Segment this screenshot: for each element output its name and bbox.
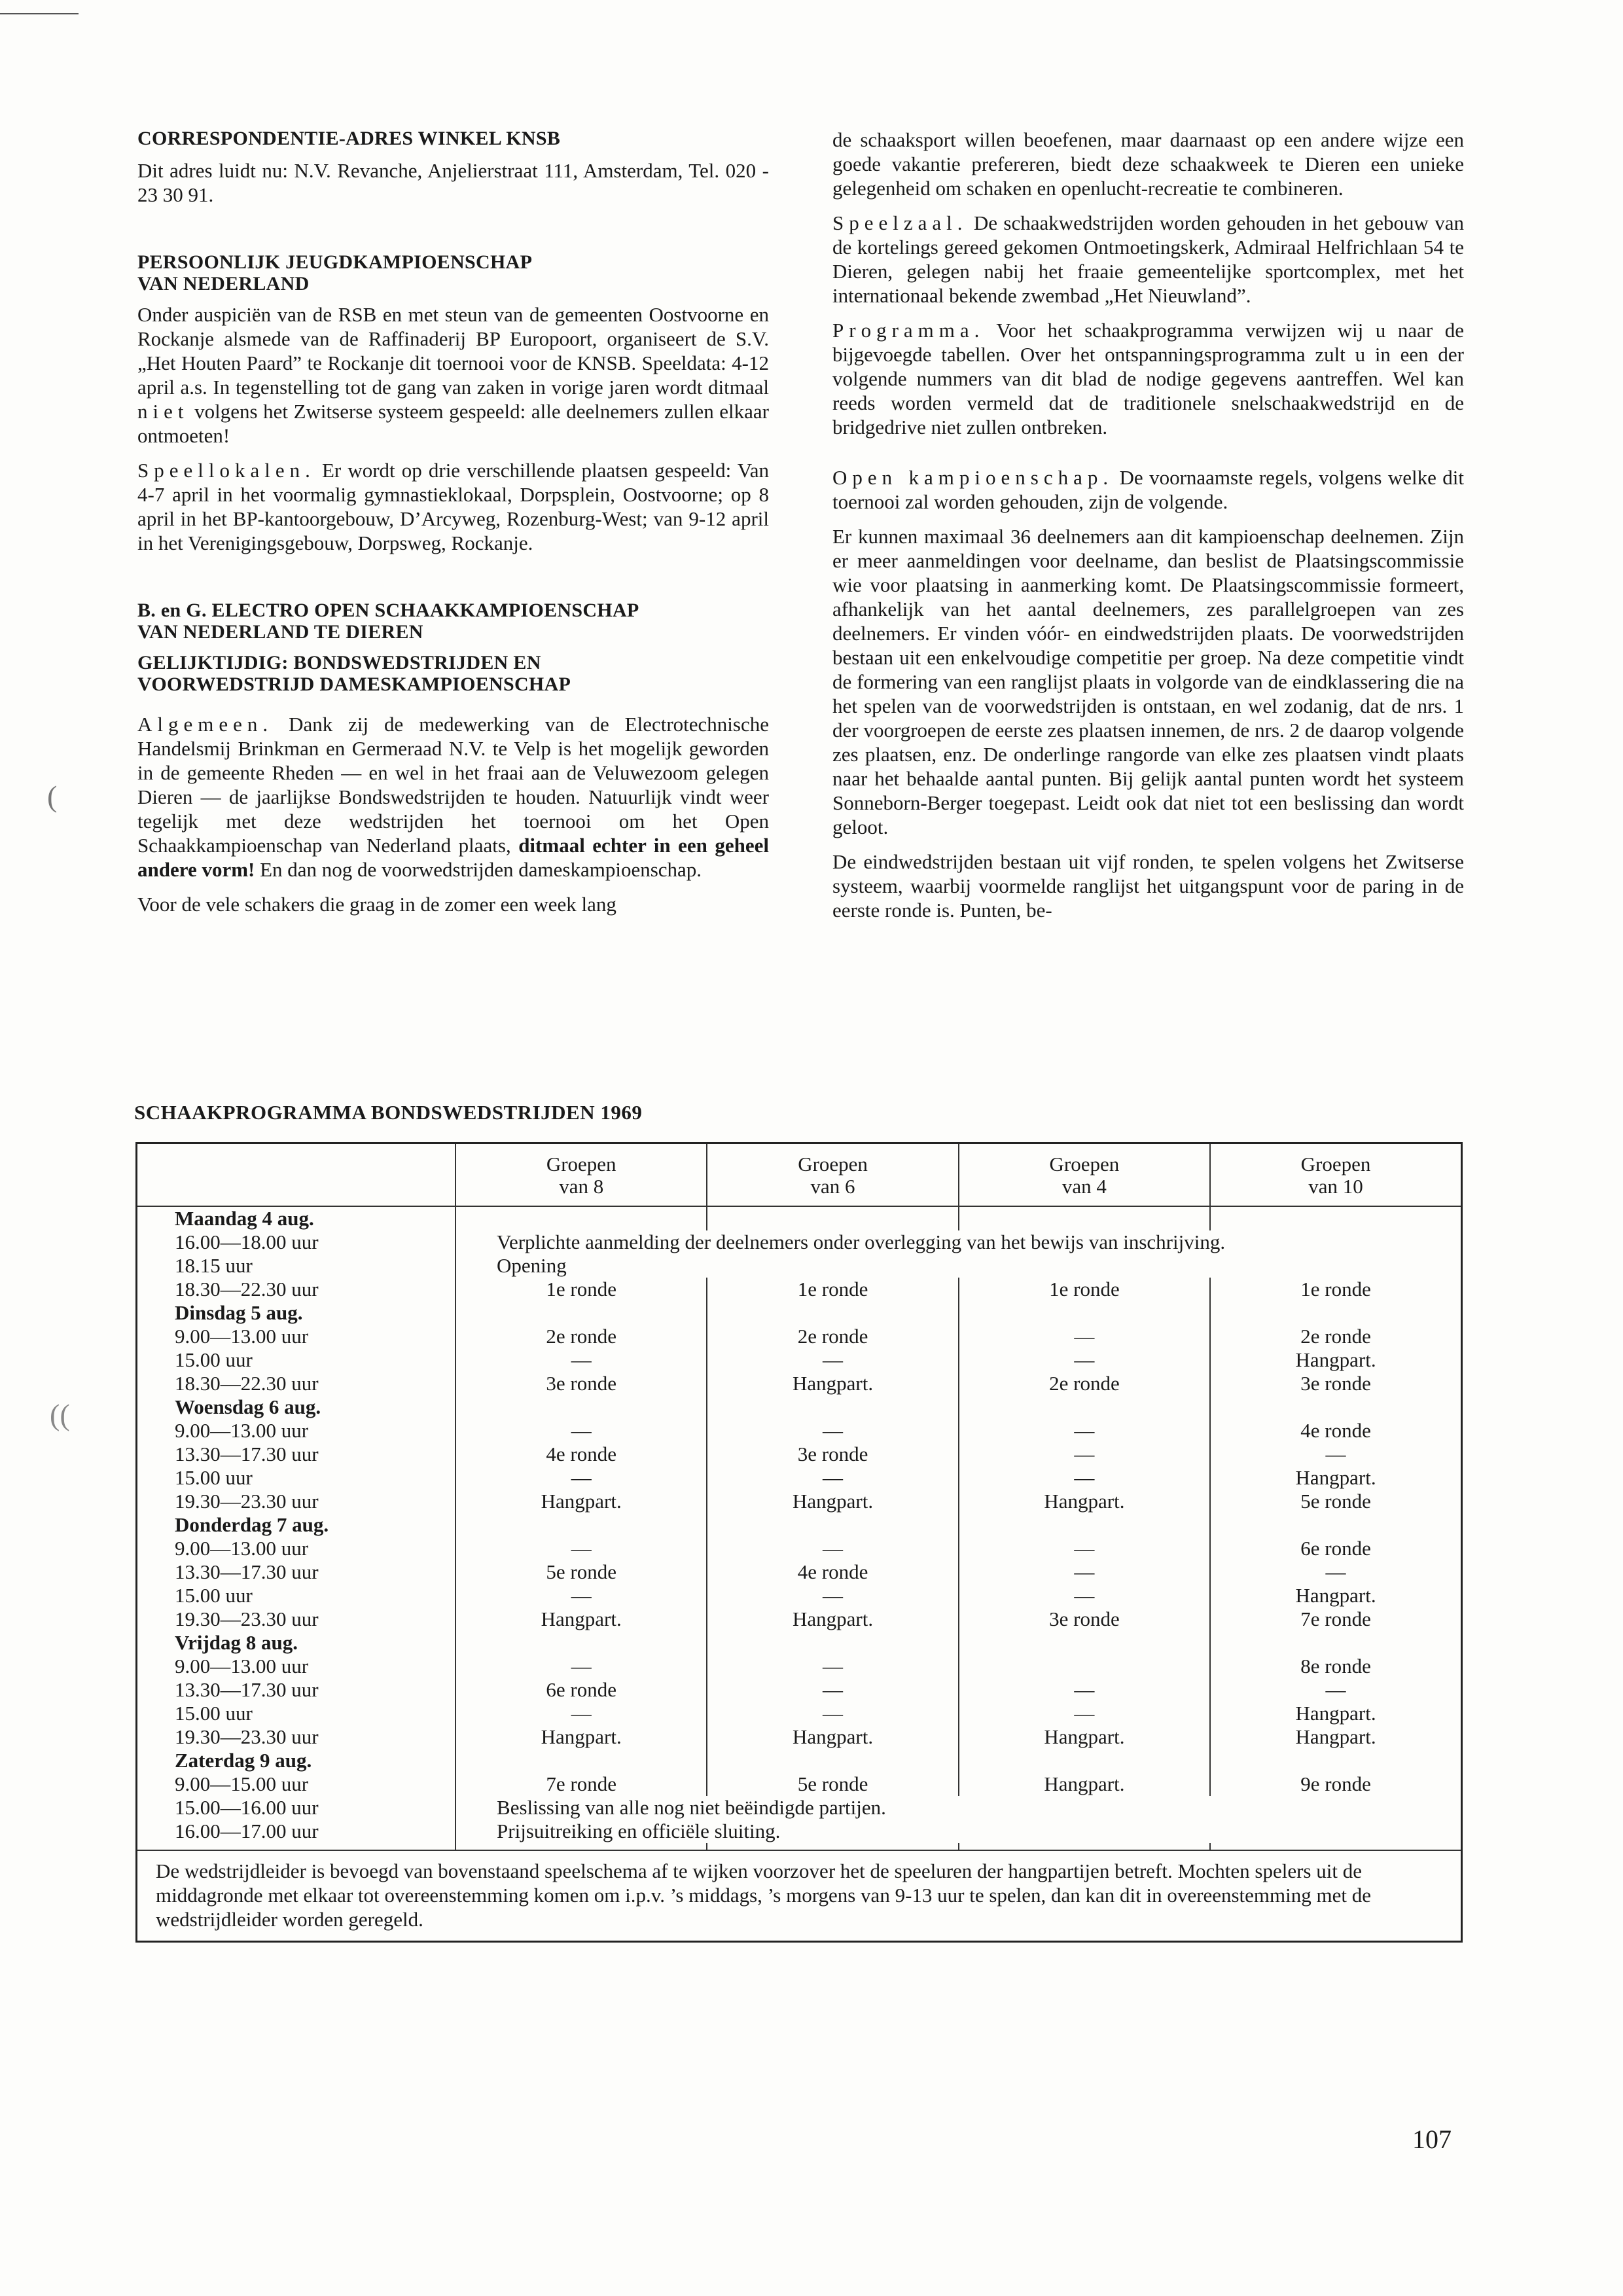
heading-line: B. en G. ELECTRO OPEN SCHAAKKAMPIOENSCHAP (137, 600, 639, 621)
empty-cell (959, 1749, 1210, 1772)
paragraph (832, 318, 1464, 439)
text: En dan nog de voorwedstrijden dameskampioenschap. (260, 858, 702, 881)
time-label: 19.30—23.30 uur (137, 1490, 456, 1513)
empty-cell (455, 1206, 707, 1230)
schedule-time-row (137, 1254, 1462, 1278)
round-cell: 3e ronde (1210, 1372, 1461, 1395)
empty-cell (707, 1206, 958, 1230)
schedule-note: De wedstrijdleider is bevoegd van bovenstaand speelschema af te wijken voorzover het de speeluren der hangpartijen betreft. Mochten spelers uit de middagronde met elkaar tot overeenstemming komen om i.p.v. ’s middags, ’s morgens van 9-13 uur te spelen, dan kan dit in overeenstemming met de wedstrijdleider worden geregeld. (137, 1850, 1462, 1942)
spanning-note: Beslissing van alle nog niet beëindigde partijen. (455, 1796, 1461, 1820)
round-cell: — (959, 1325, 1210, 1348)
empty-cell (707, 1395, 958, 1419)
empty-cell (455, 1631, 707, 1655)
spacer-cell (959, 1843, 1210, 1850)
spacer-cell (455, 1843, 707, 1850)
round-cell: Hangpart. (455, 1725, 707, 1749)
schedule-time-row (137, 1372, 1462, 1395)
round-cell: Hangpart. (1210, 1584, 1461, 1607)
heading-gelijktijdig (137, 652, 769, 695)
spaced-lead: Open kampioenschap. (832, 466, 1114, 489)
empty-cell (1210, 1513, 1461, 1537)
schedule-time-row (137, 1796, 1462, 1820)
heading-line: VAN NEDERLAND TE DIEREN (137, 621, 423, 643)
round-cell: 3e ronde (455, 1372, 707, 1395)
round-cell: 2e ronde (707, 1325, 958, 1348)
day-label: Maandag 4 aug. (137, 1206, 456, 1230)
empty-cell (455, 1513, 707, 1537)
heading-electro-open (137, 600, 769, 643)
empty-cell (455, 1749, 707, 1772)
round-cell: Hangpart. (707, 1372, 958, 1395)
round-cell: 2e ronde (959, 1372, 1210, 1395)
schedule-day-row (137, 1749, 1462, 1772)
schedule-time-row (137, 1702, 1462, 1725)
paragraph (137, 712, 769, 882)
time-label: 19.30—23.30 uur (137, 1607, 456, 1631)
schedule-time-row (137, 1820, 1462, 1843)
round-cell: 4e ronde (455, 1443, 707, 1466)
round-cell: 7e ronde (1210, 1607, 1461, 1631)
round-cell: 4e ronde (707, 1560, 958, 1584)
header-groepen-8: Groepen van 8 (455, 1143, 707, 1207)
time-label: 15.00—16.00 uur (137, 1796, 456, 1820)
time-label: 9.00—13.00 uur (137, 1537, 456, 1560)
time-label: 18.15 uur (137, 1254, 456, 1278)
empty-cell (959, 1395, 1210, 1419)
paragraph: Er kunnen maximaal 36 deelnemers aan dit kampioenschap deelnemen. Zijn er meer aanmeldingen voor deelname, dan beslist de Plaatsingscommissie wie voor plaatsing in aanmerking komt. De Plaatsingscommissie formeert, afhankelijk van het aantal deelnemers, zes parallelgroepen van zes deelnemers. Er vinden vóór- en eindwedstrijden plaats. De voorwedstrijden bestaan uit een enkelvoudige competitie per groep. Na deze competitie vindt de formering van een ranglijst plaats in volgorde van de eindklassering die na het spelen van de voorwedstrijden is ontstaan, en wel zodanig, dat de nrs. 1 der voorgroepen de eerste zes plaatsen innemen, de nrs. 2 de daarop volgende zes plaatsen, enz. De onderlinge rangorde van elke zes plaatsen vindt plaats naar het behaalde aantal punten. Bij gelijk aantal punten wordt het systeem Sonneborn-Berger toegepast. Leidt ook dat niet tot een beslissing dan wordt geloot. (832, 525, 1464, 838)
time-label: 19.30—23.30 uur (137, 1725, 456, 1749)
schedule-day-row (137, 1206, 1462, 1230)
schedule-table (135, 1142, 1463, 1943)
time-label: 13.30—17.30 uur (137, 1678, 456, 1702)
round-cell: Hangpart. (707, 1607, 958, 1631)
spacer-cell (707, 1843, 958, 1850)
round-cell: — (707, 1348, 958, 1372)
schedule-time-row (137, 1466, 1462, 1490)
schedule-day-row (137, 1513, 1462, 1537)
round-cell: Hangpart. (455, 1490, 707, 1513)
empty-cell (455, 1395, 707, 1419)
time-label: 15.00 uur (137, 1348, 456, 1372)
round-cell (959, 1655, 1210, 1678)
round-cell: Hangpart. (455, 1607, 707, 1631)
day-label: Zaterdag 9 aug. (137, 1749, 456, 1772)
round-cell: 4e ronde (1210, 1419, 1461, 1443)
round-cell: — (455, 1584, 707, 1607)
heading-correspondentie: CORRESPONDENTIE-ADRES WINKEL KNSB (137, 128, 561, 149)
round-cell: — (959, 1348, 1210, 1372)
round-cell: 2e ronde (455, 1325, 707, 1348)
schedule-body (137, 1206, 1462, 1850)
page-number: 107 (1412, 2125, 1452, 2154)
round-cell: — (959, 1466, 1210, 1490)
empty-cell (959, 1301, 1210, 1325)
empty-cell (959, 1206, 1210, 1230)
spacer-row (137, 1843, 1462, 1850)
spaced-word: niet (137, 400, 189, 423)
schedule-time-row (137, 1678, 1462, 1702)
round-cell: Hangpart. (959, 1490, 1210, 1513)
day-label: Woensdag 6 aug. (137, 1395, 456, 1419)
time-label: 18.30—22.30 uur (137, 1278, 456, 1301)
schedule-title: SCHAAKPROGRAMMA BONDSWEDSTRIJDEN 1969 (134, 1101, 643, 1124)
round-cell: 1e ronde (959, 1278, 1210, 1301)
heading-line: VAN NEDERLAND (137, 273, 310, 295)
text: Dank zij de medewerking van de Electrotechnische Handelsmij Brinkman en Germeraad N.V. te Velp is het mogelijk geworden in de gemeente Rheden — en wel in het fraai aan de Veluwezoom gelegen Dieren — de jaarlijkse Bondswedstrijden te houden. Natuurlijk vindt weer tegelijk met deze wedstrijden het toernooi om het Open Schaakkampioenschap van Nederland plaats, (137, 713, 770, 857)
scan-mark: (( (50, 1398, 70, 1431)
scan-edge-line (0, 13, 79, 14)
header-groepen-6: Groepen van 6 (707, 1143, 958, 1207)
round-cell: — (707, 1678, 958, 1702)
paragraph: Dit adres luidt nu: N.V. Revanche, Anjelierstraat 111, Amsterdam, Tel. 020 - 23 30 91. (137, 159, 769, 206)
round-cell: — (455, 1537, 707, 1560)
round-cell: — (959, 1560, 1210, 1584)
time-label: 9.00—13.00 uur (137, 1325, 456, 1348)
text: Er wordt op drie verschillende plaatsen gespeeld: Van 4-7 april in het voormalig gymnastieklokaal, Dorpsplein, Oostvoorne; op 8 april in het BP-kantoorgebouw, D’Arcyweg, Rozenburg-West; van 9-12 april in het Verenigingsgebouw, Dorpsweg, Rockanje. (137, 459, 770, 554)
schedule-header-row (137, 1143, 1462, 1207)
round-cell: — (455, 1466, 707, 1490)
heading-line: PERSOONLIJK JEUGDKAMPIOENSCHAP (137, 251, 533, 273)
round-cell: — (707, 1466, 958, 1490)
spaced-lead: Speelzaal. (832, 211, 968, 234)
round-cell: — (959, 1419, 1210, 1443)
round-cell: — (707, 1419, 958, 1443)
paragraph (832, 465, 1464, 514)
schedule-time-row (137, 1419, 1462, 1443)
spacer-cell (137, 1843, 456, 1850)
time-label: 9.00—15.00 uur (137, 1772, 456, 1796)
header-groepen-10: Groepen van 10 (1210, 1143, 1461, 1207)
day-label: Dinsdag 5 aug. (137, 1301, 456, 1325)
text: Voor het schaakprogramma verwijzen wij u naar de bijgevoegde tabellen. Over het ontspanningsprogramma zult u in een der volgende nummers van dit blad de nodige gegevens aantreffen. Wel kan reeds worden vermeld dat de traditionele snelschaakwedstrijd en de bridgedrive niet zullen ontbreken. (832, 319, 1464, 439)
round-cell: — (455, 1702, 707, 1725)
round-cell: 8e ronde (1210, 1655, 1461, 1678)
round-cell: 3e ronde (959, 1607, 1210, 1631)
schedule-time-row (137, 1607, 1462, 1631)
schedule-time-row (137, 1725, 1462, 1749)
round-cell: — (959, 1443, 1210, 1466)
spacer-cell (1210, 1843, 1461, 1850)
round-cell: Hangpart. (1210, 1702, 1461, 1725)
scan-mark: ( (47, 780, 58, 813)
heading-line: GELIJKTIJDIG: BONDSWEDSTRIJDEN EN (137, 652, 541, 673)
round-cell: 5e ronde (707, 1772, 958, 1796)
spaced-lead: Speellokalen. (137, 459, 315, 482)
round-cell: 1e ronde (707, 1278, 958, 1301)
round-cell: 6e ronde (1210, 1537, 1461, 1560)
round-cell: — (959, 1702, 1210, 1725)
round-cell: — (1210, 1678, 1461, 1702)
round-cell: Hangpart. (959, 1725, 1210, 1749)
empty-cell (1210, 1301, 1461, 1325)
spaced-lead: Algemeen. (137, 713, 274, 736)
schedule-time-row (137, 1490, 1462, 1513)
empty-cell (455, 1301, 707, 1325)
text: De voornaamste regels, volgens welke dit toernooi zal worden gehouden, zijn de volgende. (832, 466, 1464, 513)
empty-cell (707, 1301, 958, 1325)
schedule-time-row (137, 1230, 1462, 1254)
schedule-note-row (137, 1850, 1462, 1942)
header-blank (137, 1143, 456, 1207)
round-cell: — (959, 1537, 1210, 1560)
empty-cell (1210, 1749, 1461, 1772)
text: volgens het Zwitserse systeem gespeeld: alle deelnemers zullen elkaar ontmoeten! (137, 400, 770, 447)
schedule-time-row (137, 1443, 1462, 1466)
round-cell: 6e ronde (455, 1678, 707, 1702)
time-label: 9.00—13.00 uur (137, 1655, 456, 1678)
empty-cell (959, 1631, 1210, 1655)
schedule-time-row (137, 1772, 1462, 1796)
spaced-lead: Programma. (832, 319, 985, 342)
empty-cell (707, 1631, 958, 1655)
time-label: 16.00—17.00 uur (137, 1820, 456, 1843)
round-cell: — (1210, 1560, 1461, 1584)
round-cell: — (959, 1584, 1210, 1607)
day-label: Vrijdag 8 aug. (137, 1631, 456, 1655)
time-label: 13.30—17.30 uur (137, 1443, 456, 1466)
empty-cell (1210, 1206, 1461, 1230)
round-cell: — (707, 1655, 958, 1678)
round-cell: Hangpart. (959, 1772, 1210, 1796)
round-cell: — (1210, 1443, 1461, 1466)
schedule-time-row (137, 1560, 1462, 1584)
round-cell: 3e ronde (707, 1443, 958, 1466)
paragraph: De eindwedstrijden bestaan uit vijf ronden, te spelen volgens het Zwitserse systeem, waarbij voormelde ranglijst het uitgangspunt voor de paring in de eerste ronde is. Punten, be- (832, 850, 1464, 922)
spanning-note: Verplichte aanmelding der deelnemers onder overlegging van het bewijs van inschrijving. (455, 1230, 1461, 1254)
empty-cell (707, 1513, 958, 1537)
time-label: 15.00 uur (137, 1702, 456, 1725)
round-cell: 1e ronde (1210, 1278, 1461, 1301)
schedule-time-row (137, 1655, 1462, 1678)
round-cell: — (959, 1678, 1210, 1702)
schedule-day-row (137, 1301, 1462, 1325)
time-label: 9.00—13.00 uur (137, 1419, 456, 1443)
round-cell: — (707, 1702, 958, 1725)
paragraph (137, 302, 769, 448)
round-cell: 5e ronde (1210, 1490, 1461, 1513)
empty-cell (1210, 1631, 1461, 1655)
round-cell: — (707, 1537, 958, 1560)
paragraph (832, 211, 1464, 308)
schedule-time-row (137, 1537, 1462, 1560)
paragraph: de schaaksport willen beoefenen, maar daarnaast op een andere wijze een goede vakantie prefereren, biedt deze schaakweek te Dieren een unieke gelegenheid om schaken en openlucht-recreatie te combineren. (832, 128, 1464, 200)
paragraph (137, 458, 769, 555)
empty-cell (959, 1513, 1210, 1537)
heading-jeugdkampioenschap (137, 251, 769, 295)
schedule-time-row (137, 1325, 1462, 1348)
round-cell: — (455, 1348, 707, 1372)
round-cell: 7e ronde (455, 1772, 707, 1796)
round-cell: Hangpart. (707, 1725, 958, 1749)
schedule-day-row (137, 1395, 1462, 1419)
time-label: 18.30—22.30 uur (137, 1372, 456, 1395)
text: Onder auspiciën van de RSB en met steun van de gemeenten Oostvoorne en Rockanje alsmede van de Raffinaderij BP Europoort, organiseert de S.V. „Het Houten Paard” te Rockanje dit toernooi voor de KNSB. Speeldata: 4-12 april a.s. In tegenstelling tot de gang van zaken in vorige jaren wordt ditmaal (137, 303, 769, 399)
round-cell: 2e ronde (1210, 1325, 1461, 1348)
text: De schaakwedstrijden worden gehouden in het gebouw van de kortelings gereed gekomen Ontmoetingskerk, Admiraal Helfrichlaan 54 te Dieren, gelegen nabij het fraaie gemeentelijke sportcomplex, met het internationaal bekende zwembad „Het Nieuwland”. (832, 211, 1465, 307)
schedule-time-row (137, 1278, 1462, 1301)
round-cell: 1e ronde (455, 1278, 707, 1301)
round-cell: Hangpart. (707, 1490, 958, 1513)
time-label: 15.00 uur (137, 1584, 456, 1607)
round-cell: Hangpart. (1210, 1466, 1461, 1490)
heading-line: VOORWEDSTRIJD DAMESKAMPIOENSCHAP (137, 673, 571, 695)
left-column (137, 128, 769, 927)
spanning-note: Opening (455, 1254, 1461, 1278)
round-cell: Hangpart. (1210, 1348, 1461, 1372)
schedule-day-row (137, 1631, 1462, 1655)
time-label: 15.00 uur (137, 1466, 456, 1490)
paragraph: Voor de vele schakers die graag in de zomer een week lang (137, 893, 616, 916)
right-column (832, 128, 1464, 933)
bold-text: ditmaal echter in een geheel andere vorm! (137, 834, 769, 881)
round-cell: 5e ronde (455, 1560, 707, 1584)
round-cell: — (455, 1419, 707, 1443)
schedule-time-row (137, 1584, 1462, 1607)
empty-cell (707, 1749, 958, 1772)
spanning-note: Prijsuitreiking en officiële sluiting. (455, 1820, 1461, 1843)
round-cell: — (707, 1584, 958, 1607)
round-cell: — (455, 1655, 707, 1678)
schedule-time-row (137, 1348, 1462, 1372)
empty-cell (1210, 1395, 1461, 1419)
time-label: 13.30—17.30 uur (137, 1560, 456, 1584)
day-label: Donderdag 7 aug. (137, 1513, 456, 1537)
round-cell: 9e ronde (1210, 1772, 1461, 1796)
time-label: 16.00—18.00 uur (137, 1230, 456, 1254)
round-cell: Hangpart. (1210, 1725, 1461, 1749)
header-groepen-4: Groepen van 4 (959, 1143, 1210, 1207)
